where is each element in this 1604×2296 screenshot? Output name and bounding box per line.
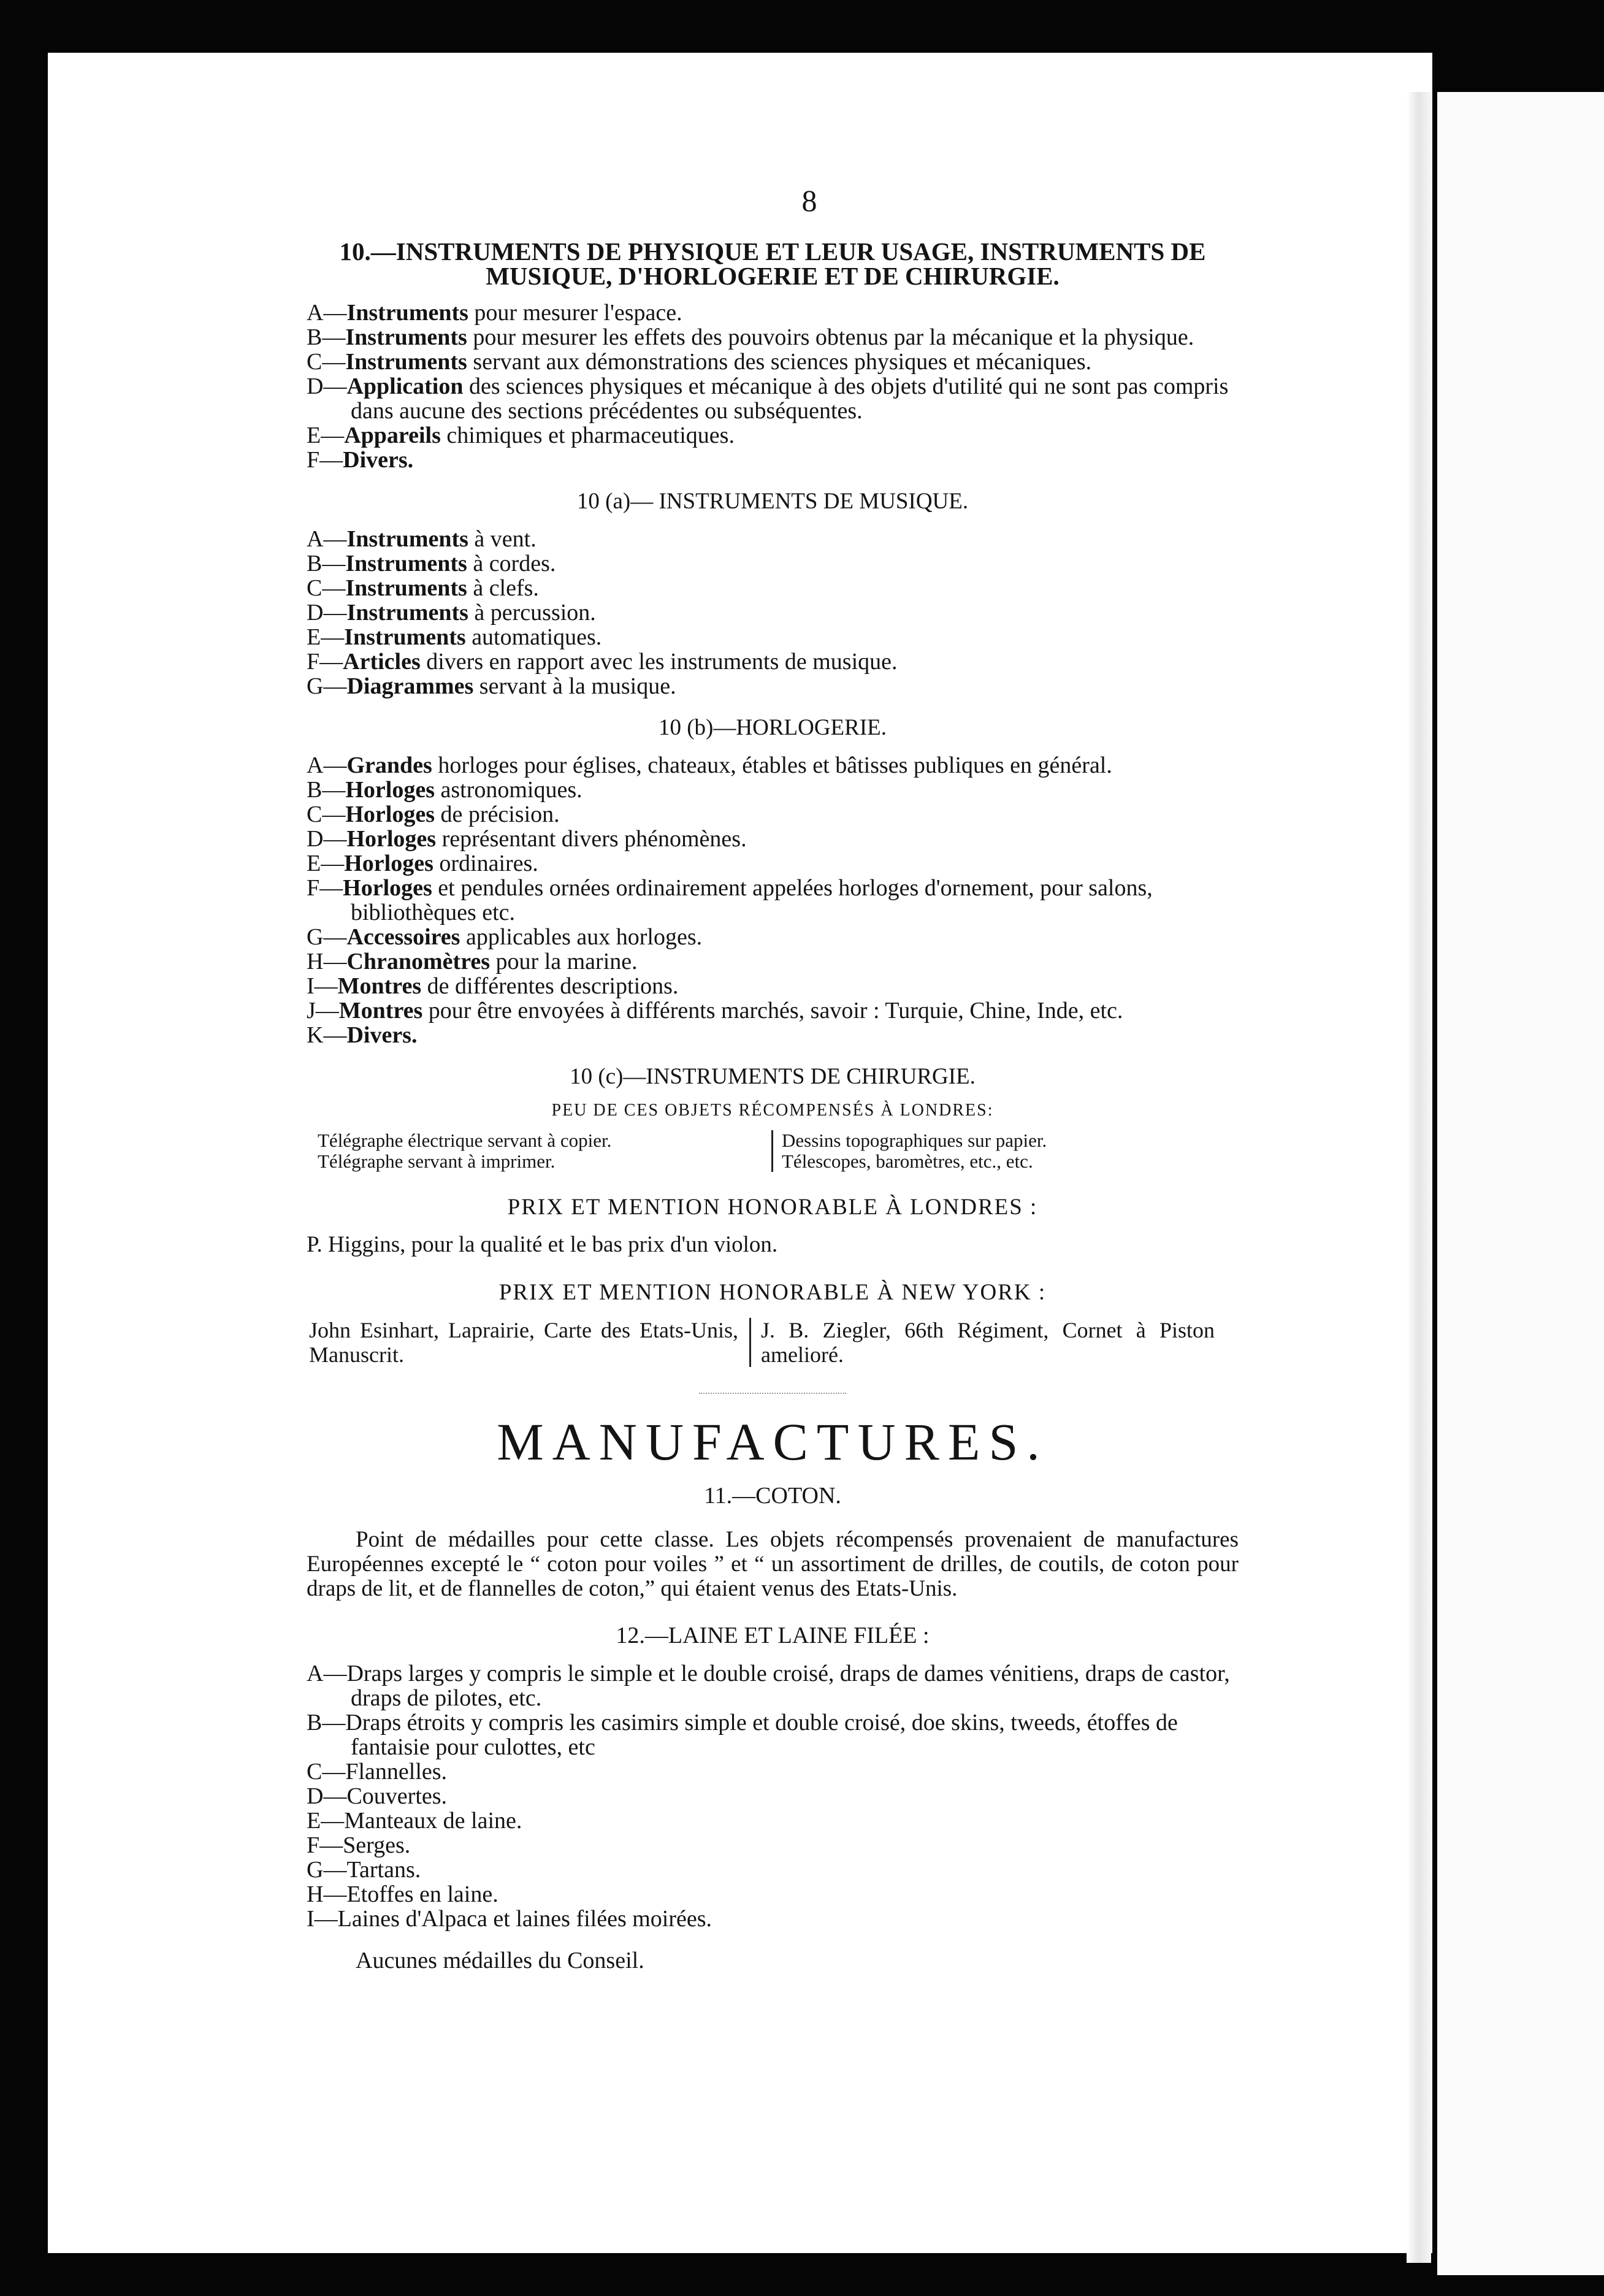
section-11-heading: 11.—COTON. <box>704 1483 841 1509</box>
list-item: B—Horloges astronomiques. <box>307 777 582 803</box>
closing-line: Aucunes médailles du Conseil. <box>356 1948 644 1973</box>
list-item: E—Instruments automatiques. <box>307 624 602 650</box>
section-10c-note: PEU DE CES OBJETS RÉCOMPENSÉS À LONDRES: <box>551 1101 994 1120</box>
list-item: A—Instruments à vent. <box>307 526 537 552</box>
divider <box>699 1393 846 1394</box>
list-item: I—Montres de différentes descriptions. <box>307 973 679 999</box>
section-10-list <box>307 300 1239 472</box>
list-item: H—Etoffes en laine. <box>307 1881 498 1907</box>
list-item: Télescopes, baromètres, etc., etc. <box>782 1150 1033 1172</box>
prize-newyork-heading: PRIX ET MENTION HONORABLE À NEW YORK : <box>498 1280 1047 1305</box>
section-11-text: Point de médailles pour cette classe. Les objets récompensés provenaient de manufactures Européennes excepté le “ coton pour voiles ” et “ un assortiment de drilles, de coutils, de coton pour draps de lit, et de flannelles de coton,” qui étaient venus des Etats-Unis. <box>307 1527 1239 1601</box>
list-item: C—Instruments servant aux démonstrations des sciences physiques et mécaniques. <box>307 349 1092 375</box>
list-item: B—Instruments pour mesurer les effets des pouvoirs obtenus par la mécanique et la physique. <box>307 324 1194 350</box>
prize-newyork-columns <box>307 1318 1239 1367</box>
list-item: F—Horloges et pendules ornées ordinairement appelées horloges d'ornement, pour salons, bibliothèques etc. <box>307 875 1153 925</box>
adjacent-page <box>1437 92 1604 2275</box>
list-item: D—Couvertes. <box>307 1783 448 1809</box>
prize-london-heading: PRIX ET MENTION HONORABLE À LONDRES : <box>507 1195 1038 1220</box>
section-10b-list <box>307 753 1239 1047</box>
page-number: 8 <box>801 183 817 218</box>
list-item: G—Tartans. <box>307 1857 421 1883</box>
prize-newyork-left: John Esinhart, Laprairie, Carte des Etats-Unis, Manuscrit. <box>309 1318 738 1367</box>
list-item: H—Chranomètres pour la marine. <box>307 949 638 974</box>
section-10a-list <box>307 527 1239 698</box>
section-12-heading: 12.—LAINE ET LAINE FILÉE : <box>616 1623 930 1648</box>
section-10c-columns <box>307 1130 1239 1172</box>
list-item: D—Application des sciences physiques et mécanique à des objets d'utilité qui ne sont pas compris dans aucune des sections précédentes ou subséquentes. <box>307 373 1229 424</box>
list-item: C—Horloges de précision. <box>307 802 560 827</box>
prize-newyork-right: J. B. Ziegler, 66th Régiment, Cornet à Piston amelioré. <box>749 1318 1215 1367</box>
right-column <box>771 1130 1047 1172</box>
list-item: C—Flannelles. <box>307 1759 448 1785</box>
section-10-heading: 10.—INSTRUMENTS DE PHYSIQUE ET LEUR USAGE, INSTRUMENTS DE MUSIQUE, D'HORLOGERIE ET DE CHIRURGIE. <box>339 237 1206 290</box>
list-item: I—Laines d'Alpaca et laines filées moirées. <box>307 1906 712 1932</box>
list-item: F—Divers. <box>307 447 414 473</box>
list-item: E—Horloges ordinaires. <box>307 851 538 876</box>
list-item: A—Instruments pour mesurer l'espace. <box>307 300 682 326</box>
section-10b-heading: 10 (b)—HORLOGERIE. <box>658 715 887 740</box>
page-content <box>307 129 1239 1974</box>
list-item: B—Instruments à cordes. <box>307 551 556 576</box>
prize-london-text: P. Higgins, pour la qualité et le bas prix d'un violon. <box>307 1232 778 1257</box>
list-item: C—Instruments à clefs. <box>307 575 539 601</box>
section-10c-heading: 10 (c)—INSTRUMENTS DE CHIRURGIE. <box>570 1064 976 1089</box>
list-item: K—Divers. <box>307 1022 418 1048</box>
left-column <box>307 1130 771 1172</box>
list-item: F—Articles divers en rapport avec les instruments de musique. <box>307 649 898 675</box>
list-item: J—Montres pour être envoyées à différents marchés, savoir : Turquie, Chine, Inde, etc. <box>307 998 1123 1024</box>
list-item: D—Horloges représentant divers phénomènes. <box>307 826 747 852</box>
list-item: Dessins topographiques sur papier. <box>782 1130 1047 1151</box>
list-item: Télégraphe servant à imprimer. <box>318 1150 556 1172</box>
list-item: B—Draps étroits y compris les casimirs simple et double croisé, doe skins, tweeds, étoffes de fantaisie pour culottes, etc <box>307 1710 1178 1760</box>
section-10a-heading: 10 (a)— INSTRUMENTS DE MUSIQUE. <box>576 489 969 514</box>
list-item: A—Draps larges y compris le simple et le double croisé, draps de dames vénitiens, draps de castor, draps de pilotes, etc. <box>307 1661 1230 1711</box>
section-12-list <box>307 1661 1239 1931</box>
list-item: A—Grandes horloges pour églises, chateaux, étables et bâtisses publiques en général. <box>307 752 1112 778</box>
list-item: E—Appareils chimiques et pharmaceutiques. <box>307 423 735 448</box>
list-item: D—Instruments à percussion. <box>307 600 596 626</box>
list-item: Télégraphe électrique servant à copier. <box>318 1130 612 1151</box>
list-item: G—Diagrammes servant à la musique. <box>307 673 676 699</box>
list-item: E—Manteaux de laine. <box>307 1808 522 1834</box>
list-item: G—Accessoires applicables aux horloges. <box>307 924 703 950</box>
manufactures-title: MANUFACTURES. <box>497 1412 1048 1471</box>
page-fold <box>1407 92 1431 2263</box>
list-item: F—Serges. <box>307 1832 411 1858</box>
